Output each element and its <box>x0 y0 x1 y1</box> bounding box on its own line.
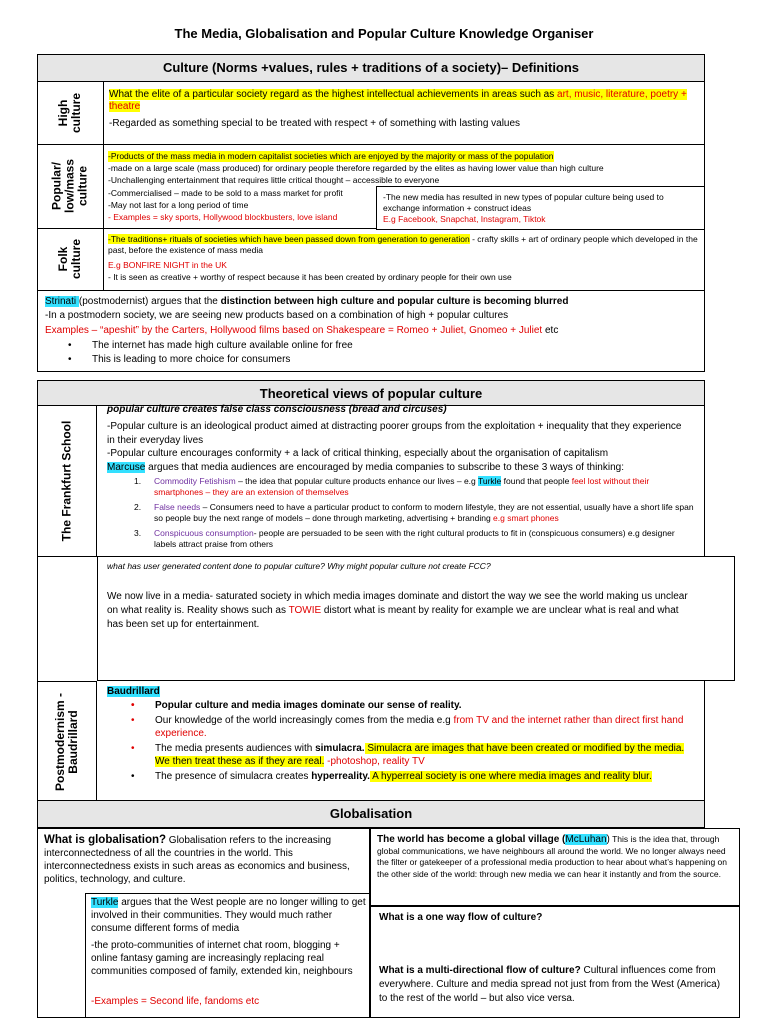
multi-directional-flow: What is a multi-directional flow of culture? Cultural influences come from everywhere. Culture and media spread not just from from the West (America) to the rest of the world – but also vice versa. <box>379 965 721 1004</box>
frankfurt-p1: -Popular culture is an ideological product aimed at distracting poorer groups from the exploitation + inequality that they experience in their everyday lives <box>107 421 682 446</box>
popular-culture-l2: -made on a large scale (mass produced) for ordinary people therefore regarded by the elites as having lower value than high culture <box>108 163 604 173</box>
strinati-argument: Strinati (postmodernist) argues that the distinction between high culture and popular culture is becoming blurred <box>45 296 569 307</box>
theory-header: Theoretical views of popular culture <box>37 380 705 406</box>
high-culture-respect: -Regarded as something special to be treated with respect + of something with lasting values <box>109 118 521 129</box>
page-title: The Media, Globalisation and Popular Culture Knowledge Organiser <box>174 26 594 41</box>
baudrillard-b1: • Popular culture and media images dominate our sense of reality. <box>131 700 462 711</box>
baudrillard-b4: • The presence of simulacra creates hyperreality. A hyperreal society is one where media images and reality blur. <box>131 771 652 782</box>
folk-culture-definition: -The traditions+ rituals of societies which have been passed down from generation to generation - crafty skills + art of ordinary people which developed in the past, before the existence of mass media <box>108 234 698 255</box>
new-media-text: -The new media has resulted in new types of popular culture being used to exchange information + construct ideas <box>383 192 664 213</box>
popular-culture-l3: -Unchallenging entertainment that requires little critical thought – accessible to everyone <box>108 175 440 185</box>
baudrillard-b3: • The media presents audiences with simulacra. Simulacra are images that have been created or modified by the media. We then treat these as if they are real. -photoshop, reality TV <box>131 743 685 767</box>
strinati-bullet-1: • The internet has made high culture available online for free <box>68 340 353 351</box>
folk-culture-example: E.g BONFIRE NIGHT in the UK <box>108 260 227 270</box>
false-needs: 2. False needs – Consumers need to have a particular product to conform to modern lifestyle, they are not essential, usually have a short life span so people buy the next range of models – done through marketing, advertising + branding e.g smart phones <box>134 502 694 523</box>
popular-culture-examples: - Examples = sky sports, Hollywood blockbusters, love island <box>108 212 338 222</box>
popular-culture-label: Popular/ low/mass culture <box>37 144 104 228</box>
marcuse-argument: Marcuse argues that media audiences are encouraged by media companies to subscribe to these 3 ways of thinking: <box>107 462 624 473</box>
media-saturated-text: We now live in a media- saturated society in which media images dominate and distort the way we see the world making us unclear on what reality is. Reality shows such as TOWIE distort what is meant by reality for example we are unclear what is real and what has been set up for entertainment. <box>107 591 688 630</box>
global-village: The world has become a global village (McLuhan) This is the idea that, through global communications, we have neighbours all around the world. We no longer always need the filter or gatekeeper of a professional media production to hear about what’s happening on the other side of the world: through new media we can hear it instantly and from the source. <box>377 834 727 879</box>
popular-culture-l1: -Products of the mass media in modern capitalist societies which are enjoyed by the majority or mass of the population <box>108 151 554 161</box>
ugc-question: what has user generated content done to popular culture? Why might popular culture not create FCC? <box>107 561 491 571</box>
high-culture-label: High culture <box>37 82 104 144</box>
baudrillard-name: Baudrillard <box>107 686 160 697</box>
strinati-bullet-2: • This is leading to more choice for consumers <box>68 354 291 365</box>
conspicuous-consumption: 3. Conspicuous consumption- people are persuaded to be seen with the right cultural products to fit in (conspicuous consumers) e.g designer labels attract praise from others <box>134 528 675 549</box>
frankfurt-school-label: The Frankfurt School <box>37 406 97 556</box>
one-way-flow-question: What is a one way flow of culture? <box>379 912 543 923</box>
popular-culture-l5: -May not last for a long period of time <box>108 200 249 210</box>
postmodernism-label: Postmodernism - Baudrillard <box>37 681 97 802</box>
folk-culture-label: Folk culture <box>37 228 104 290</box>
turkle-proto-communities: -the proto-communities of internet chat room, blogging + online fantasy gaming are increasingly replacing real communities composed of family, extended kin, neighbours <box>91 940 353 977</box>
strinati-postmodern: -In a postmodern society, we are seeing new products based on a combination of high + popular cultures <box>45 310 509 321</box>
frankfurt-p2: -Popular culture encourages conformity + a lack of critical thinking, especially about the organisation of capitalism <box>107 448 609 459</box>
definitions-header: Culture (Norms +values, rules + traditions of a society)– Definitions <box>37 54 705 82</box>
high-culture-definition: What the elite of a particular society regard as the highest intellectual achievements in areas such as art, music, literature, poetry + theatre <box>109 89 687 112</box>
new-media-examples: E.g Facebook, Snapchat, Instagram, Tiktok <box>383 214 546 224</box>
turkle-examples: -Examples = Second life, fandoms etc <box>91 996 260 1007</box>
strinati-examples: Examples – “apeshit” by the Carters, Hollywood films based on Shakespeare = Romeo + Juliet, Gnomeo + Juliet etc <box>45 325 559 336</box>
turkle-argument: Turkle argues that the West people are no longer willing to get involved in their communities. They would much rather consume different forms of media <box>91 897 366 934</box>
baudrillard-b2: • Our knowledge of the world increasingly comes from the media e.g from TV and the internet rather than direct first hand experience. <box>131 715 684 739</box>
commodity-fetishism: 1. Commodity Fetishism – the idea that popular culture products enhance our lives – e.g Turkle found that people feel lost without their smartphones – they are an extension of themselves <box>134 476 650 497</box>
frankfurt-intro: popular culture creates false class consciousness (bread and circuses) <box>107 404 447 415</box>
globalisation-header: Globalisation <box>37 800 705 828</box>
what-is-globalisation: What is globalisation? Globalisation refers to the increasing interconnectedness of all the countries in the world. This interconnectedness exists in such areas as economics and business, politics, technology, and culture. <box>44 834 350 885</box>
popular-culture-l4: -Commercialised – made to be sold to a mass market for profit <box>108 188 343 198</box>
folk-culture-respect: - It is seen as creative + worthy of respect because it has been created by ordinary people for their own use <box>108 272 512 282</box>
